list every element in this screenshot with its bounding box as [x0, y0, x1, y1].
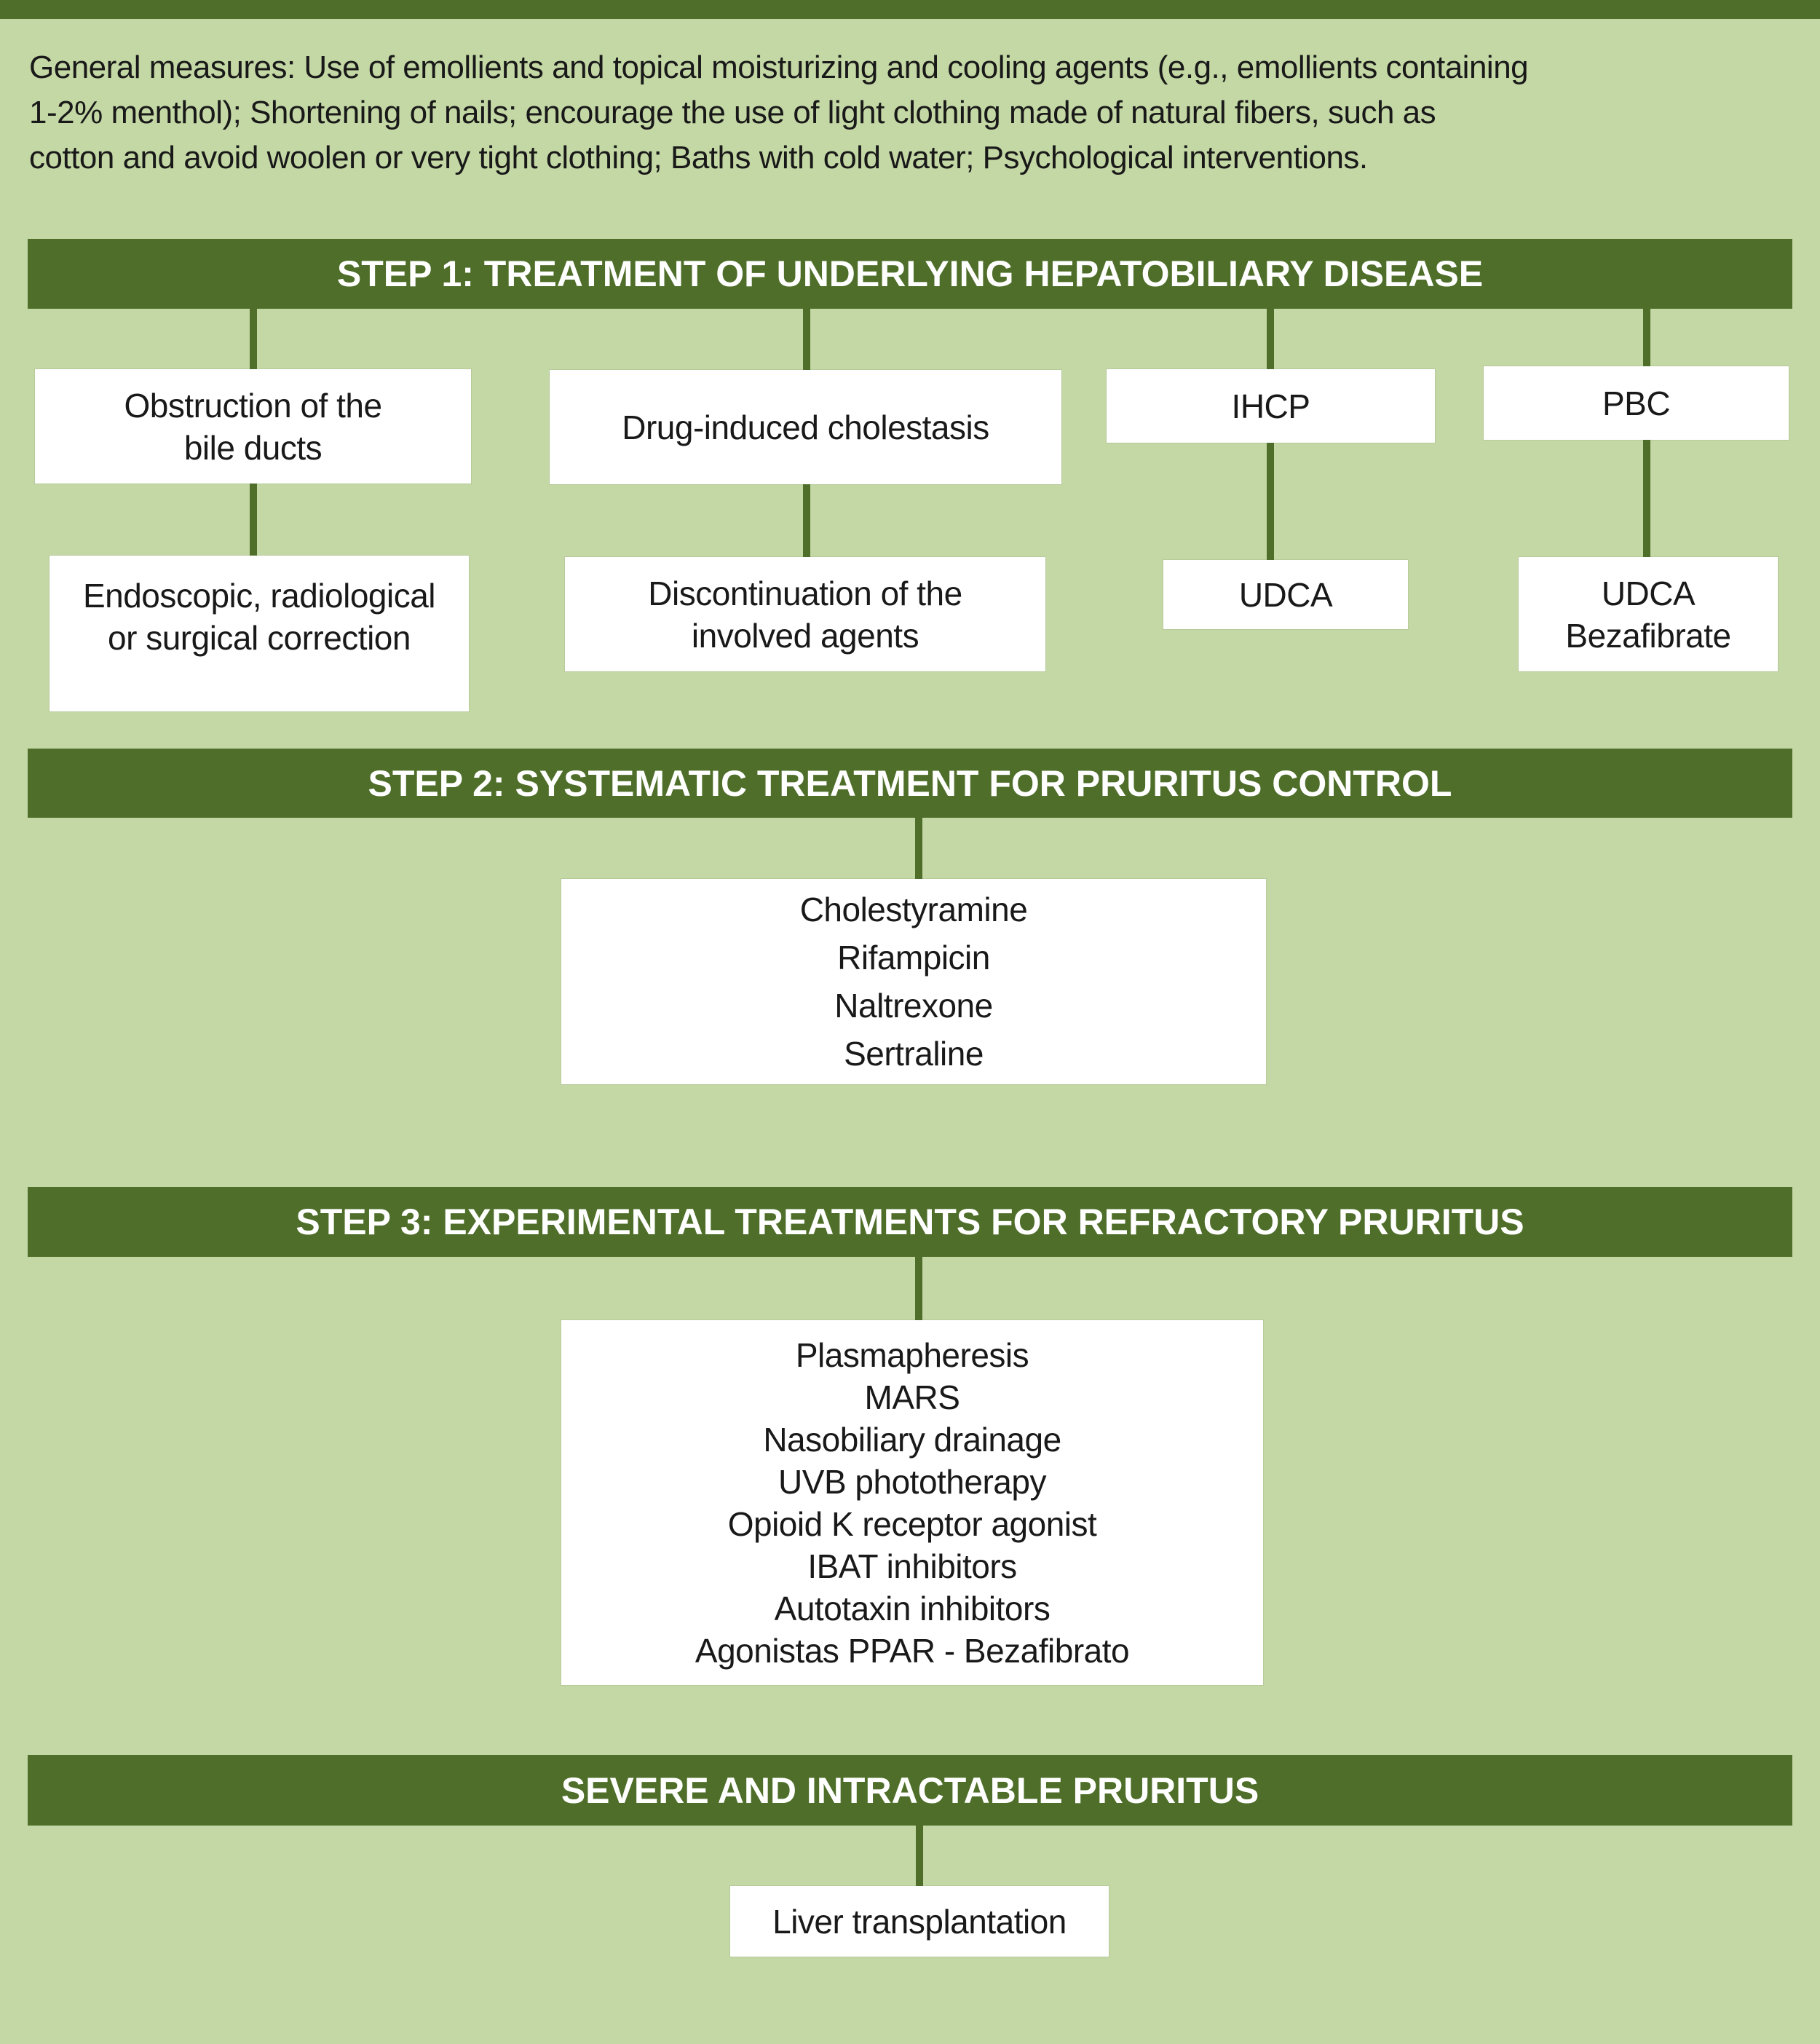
condition-box-bile-duct-obstruction	[35, 369, 471, 484]
condition-text: PBC	[1602, 384, 1671, 422]
general-measures-line-2: 1-2% menthol); Shortening of nails; encourage the use of light clothing made of natural fibers, such as	[29, 95, 1436, 130]
top-border-bar	[0, 0, 1820, 19]
step2-treatments-box	[561, 879, 1266, 1084]
condition-text: bile ducts	[183, 428, 323, 467]
condition-text: IHCP	[1231, 387, 1310, 425]
treatment-text: Autotaxin inhibitors	[774, 1589, 1051, 1627]
treatment-text: Liver transplantation	[772, 1902, 1067, 1941]
treatment-text: Agonistas PPAR - Bezafibrato	[695, 1631, 1130, 1670]
condition-text: Drug-induced cholestasis	[622, 408, 989, 446]
connector-final	[916, 1826, 923, 1890]
general-measures-paragraph	[29, 45, 1802, 181]
connector-step2	[915, 818, 922, 883]
treatment-text: Rifampicin	[837, 939, 990, 976]
treatment-text: UVB phototherapy	[778, 1462, 1046, 1501]
treatment-box-discontinuation	[565, 557, 1045, 671]
treatment-box-endoscopic-correction	[50, 556, 469, 711]
treatment-text: Plasmapheresis	[795, 1335, 1029, 1374]
step2-banner: STEP 2: SYSTEMATIC TREATMENT FOR PRURITUS CONTROL	[28, 749, 1792, 818]
treatment-box-udca-bezafibrate	[1519, 557, 1778, 671]
connector-step3	[915, 1257, 922, 1324]
treatment-text: Opioid K receptor agonist	[727, 1504, 1097, 1543]
condition-box-ihcp	[1107, 369, 1435, 443]
condition-box-pbc	[1484, 366, 1789, 440]
general-measures-line-3: cotton and avoid woolen or very tight clothing; Baths with cold water; Psychological interventions.	[29, 140, 1368, 175]
treatment-text: IBAT inhibitors	[807, 1547, 1017, 1585]
treatment-text: MARS	[864, 1378, 960, 1416]
treatment-text: UDCA	[1601, 574, 1696, 612]
treatment-text: Bezafibrate	[1565, 616, 1731, 655]
step3-banner: STEP 3: EXPERIMENTAL TREATMENTS FOR REFRACTORY PRURITUS	[28, 1187, 1792, 1257]
treatment-text: Sertraline	[844, 1035, 984, 1073]
treatment-text: Discontinuation of the	[648, 574, 962, 612]
condition-box-drug-induced-cholestasis	[550, 370, 1061, 484]
treatment-text: or surgical correction	[108, 619, 411, 657]
treatment-text: Endoscopic, radiological	[82, 577, 436, 615]
step1-banner: STEP 1: TREATMENT OF UNDERLYING HEPATOBILIARY DISEASE	[28, 239, 1792, 309]
treatment-text: Cholestyramine	[799, 891, 1028, 928]
treatment-text: Nasobiliary drainage	[763, 1420, 1061, 1459]
severe-pruritus-banner: SEVERE AND INTRACTABLE PRURITUS	[28, 1755, 1792, 1826]
liver-transplantation-box	[730, 1886, 1109, 1957]
treatment-box-udca	[1163, 560, 1408, 629]
treatment-text: UDCA	[1238, 575, 1333, 614]
condition-text: Obstruction of the	[124, 386, 382, 425]
general-measures-line-1: General measures: Use of emollients and topical moisturizing and cooling agents (e.g., emollients containing	[29, 50, 1529, 85]
treatment-text: Naltrexone	[834, 987, 993, 1025]
treatment-text: involved agents	[691, 616, 919, 655]
step3-treatments-box	[561, 1320, 1263, 1685]
